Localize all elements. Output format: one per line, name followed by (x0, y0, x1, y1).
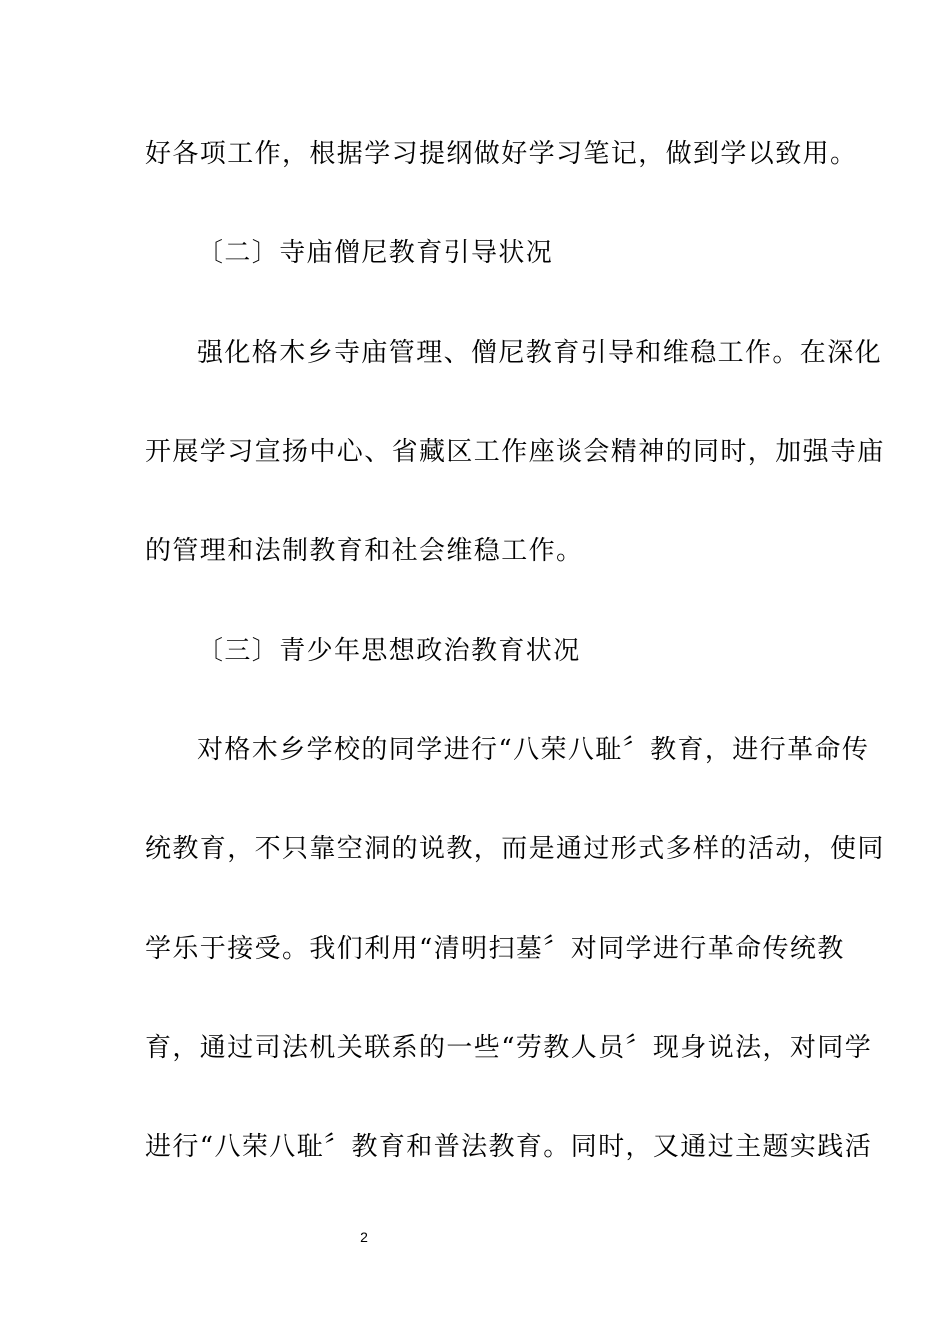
paragraph-line: 育，通过司法机关联系的一些“劳教人员〞现身说法，对同学 (145, 1033, 873, 1063)
section-heading: 〔三〕青少年思想政治教育状况 (197, 636, 581, 666)
paragraph-line: 的管理和法制教育和社会维稳工作。 (145, 536, 584, 566)
paragraph-line: 学乐于接受。我们利用“清明扫墓〞对同学进行革命传统教 (145, 934, 845, 964)
paragraph-line: 好各项工作，根据学习提纲做好学习笔记，做到学以致用。 (145, 139, 858, 169)
paragraph-line: 强化格木乡寺庙管理、僧尼教育引导和维稳工作。在深化 (197, 338, 883, 368)
paragraph-line: 统教育，不只靠空洞的说教，而是通过形式多样的活动，使同 (145, 834, 885, 864)
paragraph-line: 开展学习宣扬中心、省藏区工作座谈会精神的同时，加强寺庙 (145, 437, 885, 467)
paragraph-line: 对格木乡学校的同学进行“八荣八耻〞教育，进行革命传 (197, 735, 870, 765)
section-heading: 〔二〕寺庙僧尼教育引导状况 (197, 238, 554, 268)
page-number: 2 (360, 1229, 368, 1245)
paragraph-line: 进行“八荣八耻〞教育和普法教育。同时，又通过主题实践活 (145, 1132, 873, 1162)
